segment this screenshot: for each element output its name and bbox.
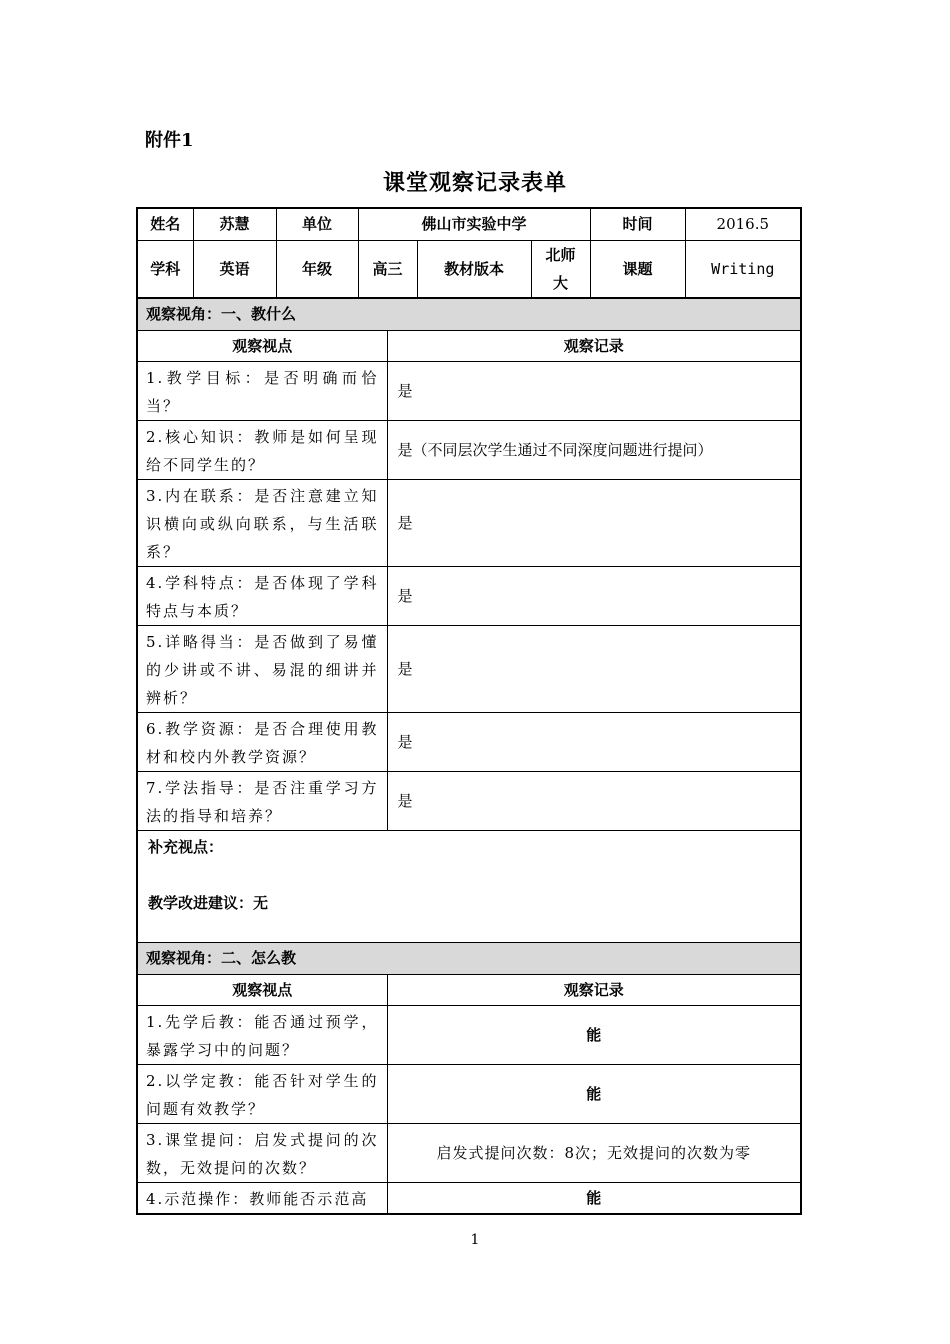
observation-point: 3.内在联系：是否注意建立知识横向或纵向联系，与生活联系？ <box>137 479 387 566</box>
time-label: 时间 <box>590 208 685 240</box>
table-row <box>137 1182 801 1214</box>
form-title: 课堂观察记录表单 <box>382 170 567 196</box>
section-heading: 观察视角：二、怎么教 <box>137 942 801 974</box>
observation-record: 能 <box>387 1005 801 1064</box>
observation-point: 4.学科特点：是否体现了学科特点与本质？ <box>137 566 387 625</box>
section-heading: 观察视角：一、教什么 <box>137 298 801 330</box>
grade-value: 高三 <box>358 240 417 298</box>
observation-record: 是 <box>387 625 801 712</box>
observation-point: 5.详略得当：是否做到了易懂的少讲或不讲、易混的细讲并辨析？ <box>137 625 387 712</box>
table-row <box>137 1005 801 1064</box>
observation-point: 7.学法指导：是否注重学习方法的指导和培养？ <box>137 771 387 830</box>
edition-label: 教材版本 <box>417 240 531 298</box>
unit-label: 单位 <box>276 208 358 240</box>
table-row <box>137 566 801 625</box>
table-row <box>137 479 801 566</box>
observation-record: 能 <box>387 1182 801 1214</box>
observation-point: 1.教学目标：是否明确而恰当？ <box>137 361 387 420</box>
observation-point: 1.先学后教：能否通过预学，暴露学习中的问题？ <box>137 1005 387 1064</box>
time-value: 2016.5 <box>685 208 801 240</box>
attachment-label: 附件1 <box>145 130 194 151</box>
observation-point: 6.教学资源：是否合理使用教材和校内外教学资源？ <box>137 712 387 771</box>
observation-table <box>136 297 802 1215</box>
column-header-point: 观察视点 <box>137 330 387 361</box>
observation-point: 4.示范操作：教师能否示范高 <box>137 1182 387 1214</box>
observation-record: 是 <box>387 712 801 771</box>
edition-value: 北师大 <box>531 240 590 298</box>
observation-record: 是（不同层次学生通过不同深度问题进行提问） <box>387 420 801 479</box>
observation-record: 启发式提问次数：8次；无效提问的次数为零 <box>387 1123 801 1182</box>
observation-point: 2.核心知识：教师是如何呈现给不同学生的？ <box>137 420 387 479</box>
topic-label: 课题 <box>590 240 685 298</box>
name-value: 苏慧 <box>193 208 276 240</box>
unit-value: 佛山市实验中学 <box>358 208 590 240</box>
subject-label: 学科 <box>137 240 193 298</box>
topic-value: Writing <box>685 240 801 298</box>
supplement-label: 补充视点： <box>148 837 224 856</box>
page-number: 1 <box>470 1232 480 1248</box>
table-row <box>137 771 801 830</box>
observation-record: 是 <box>387 771 801 830</box>
column-header-point: 观察视点 <box>137 974 387 1005</box>
table-row <box>137 625 801 712</box>
observation-point: 2.以学定教：能否针对学生的问题有效教学？ <box>137 1064 387 1123</box>
subject-value: 英语 <box>193 240 276 298</box>
observation-record: 是 <box>387 479 801 566</box>
grade-label: 年级 <box>276 240 358 298</box>
info-table <box>136 207 802 299</box>
observation-record: 是 <box>387 566 801 625</box>
table-row <box>137 420 801 479</box>
column-header-record: 观察记录 <box>387 330 801 361</box>
name-label: 姓名 <box>137 208 193 240</box>
table-row <box>137 1123 801 1182</box>
observation-point: 3.课堂提问：启发式提问的次数，无效提问的次数？ <box>137 1123 387 1182</box>
suggestion-label: 教学改进建议：无 <box>148 893 269 912</box>
notes-cell <box>137 830 801 942</box>
observation-record: 能 <box>387 1064 801 1123</box>
column-header-record: 观察记录 <box>387 974 801 1005</box>
table-row <box>137 361 801 420</box>
observation-record: 是 <box>387 361 801 420</box>
table-row <box>137 712 801 771</box>
table-row <box>137 1064 801 1123</box>
